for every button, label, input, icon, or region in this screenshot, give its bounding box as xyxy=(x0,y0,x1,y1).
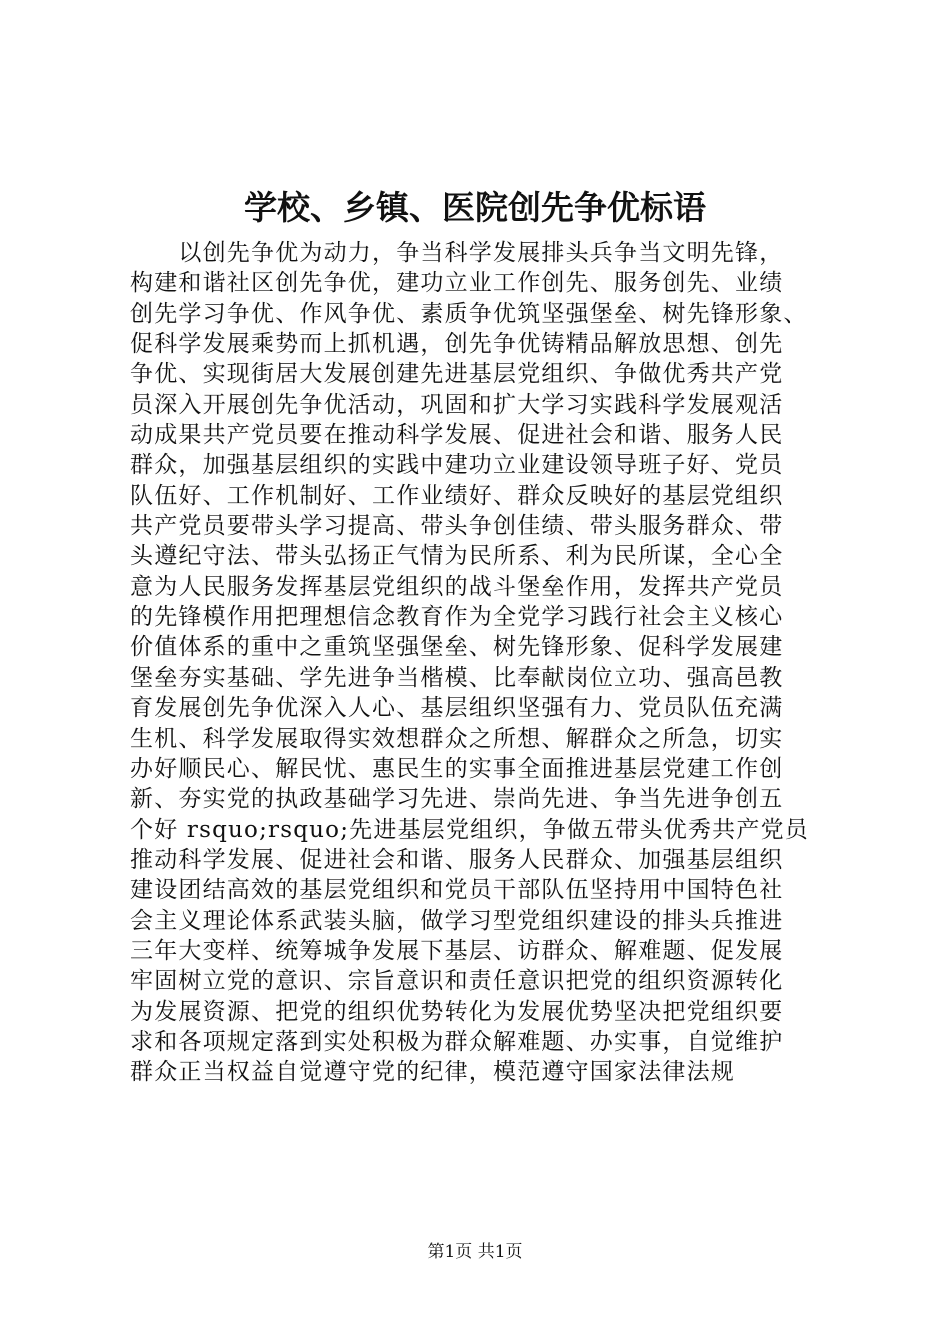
paragraph-line: 求和各项规定落到实处积极为群众解难题、办实事，自觉维护 xyxy=(130,1028,784,1055)
paragraph-line: 以创先争优为动力，争当科学发展排头兵争当文明先锋， xyxy=(130,240,784,266)
paragraph-line: 生机、科学发展取得实效想群众之所想、解群众之所急，切实 xyxy=(130,725,784,752)
paragraph-line: 群众，加强基层组织的实践中建功立业建设领导班子好、党员 xyxy=(130,452,784,479)
page-title: 学校、乡镇、医院创先争优标语 xyxy=(244,188,706,227)
paragraph-line: 个好 rsquo;rsquo;先进基层党组织，争做五带头优秀共产党员 xyxy=(130,816,809,843)
paragraph-line: 意为人民服务发挥基层党组织的战斗堡垒作用，发挥共产党员 xyxy=(130,573,784,600)
paragraph-line: 群众正当权益自觉遵守党的纪律，模范遵守国家法律法规 xyxy=(130,1059,735,1086)
paragraph-line: 三年大变样、统筹城争发展下基层、访群众、解难题、促发展 xyxy=(130,937,784,964)
paragraph-line: 员深入开展创先争优活动，巩固和扩大学习实践科学发展观活 xyxy=(130,391,784,418)
paragraph-line: 价值体系的重中之重筑坚强堡垒、树先锋形象、促科学发展建 xyxy=(130,634,784,661)
page-number: 第1页 共1页 xyxy=(427,1242,523,1262)
paragraph-line: 头遵纪守法、带头弘扬正气情为民所系、利为民所谋，全心全 xyxy=(130,543,784,570)
paragraph-line: 动成果共产党员要在推动科学发展、促进社会和谐、服务人民 xyxy=(130,422,784,449)
paragraph-line: 的先锋模作用把理想信念教育作为全党学习践行社会主义核心 xyxy=(130,604,784,631)
paragraph-line: 堡垒夯实基础、学先进争当楷模、比奉献岗位立功、强高邑教 xyxy=(130,664,784,691)
paragraph-line: 促科学发展乘势而上抓机遇，创先争优铸精品解放思想、创先 xyxy=(130,331,784,358)
body-paragraph xyxy=(130,238,850,1088)
paragraph-line: 牢固树立党的意识、宗旨意识和责任意识把党的组织资源转化 xyxy=(130,968,784,995)
paragraph-line: 为发展资源、把党的组织优势转化为发展优势坚决把党组织要 xyxy=(130,998,784,1025)
paragraph-line: 办好顺民心、解民忧、惠民生的实事全面推进基层党建工作创 xyxy=(130,755,784,782)
paragraph-line: 育发展创先争优深入人心、基层组织坚强有力、党员队伍充满 xyxy=(130,695,784,722)
paragraph-line: 构建和谐社区创先争优，建功立业工作创先、服务创先、业绩 xyxy=(130,270,784,297)
paragraph-line: 共产党员要带头学习提高、带头争创佳绩、带头服务群众、带 xyxy=(130,513,784,540)
paragraph-line: 新、夯实党的执政基础学习先进、崇尚先进、争当先进争创五 xyxy=(130,786,784,813)
paragraph-line: 建设团结高效的基层党组织和党员干部队伍坚持用中国特色社 xyxy=(130,877,784,904)
paragraph-line: 会主义理论体系武装头脑，做学习型党组织建设的排头兵推进 xyxy=(130,907,784,934)
paragraph-line: 创先学习争优、作风争优、素质争优筑坚强堡垒、树先锋形象、 xyxy=(130,300,808,327)
paragraph-line: 推动科学发展、促进社会和谐、服务人民群众、加强基层组织 xyxy=(130,846,784,873)
paragraph-line: 队伍好、工作机制好、工作业绩好、群众反映好的基层党组织 xyxy=(130,482,784,509)
paragraph-line: 争优、实现街居大发展创建先进基层党组织、争做优秀共产党 xyxy=(130,361,784,388)
